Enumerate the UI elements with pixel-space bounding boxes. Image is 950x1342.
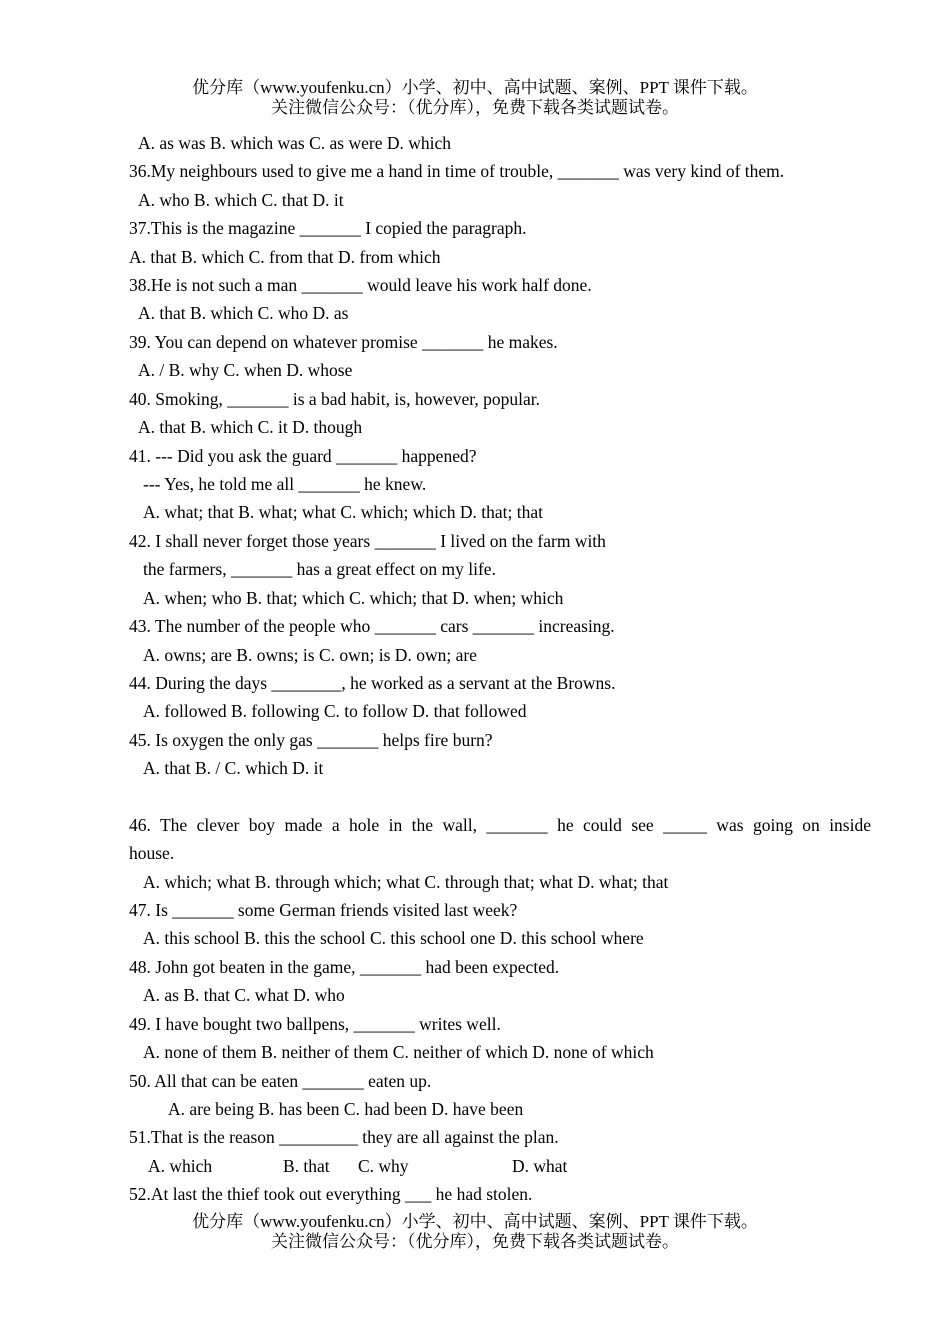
q51-option-c: C. why [358,1156,409,1176]
q45-options: A. that B. / C. which D. it [143,758,324,778]
q47-options: A. this school B. this the school C. this school one D. this school where [143,928,644,948]
q46-stem: 46. The clever boy made a hole in the wall, _______ he could see _____ was going on inside [129,815,871,835]
q51-option-d: D. what [512,1156,568,1176]
q49-options: A. none of them B. neither of them C. neither of which D. none of which [143,1042,654,1062]
page-footer-line-2: 关注微信公众号：（优分库），免费下载各类试题试卷。 [271,1232,679,1251]
page-footer-line-1: 优分库（www.youfenku.cn）小学、初中、高中试题、案例、PPT 课件下载。 [192,1212,758,1231]
q44-stem: 44. During the days ________, he worked as a servant at the Browns. [129,673,616,693]
q39-stem: 39. You can depend on whatever promise _______ he makes. [129,332,558,352]
q40-options: A. that B. which C. it D. though [138,417,363,437]
q36-options: A. who B. which C. that D. it [138,190,344,210]
page-header-line-2: 关注微信公众号：（优分库），免费下载各类试题试卷。 [271,98,679,117]
q42-stem: 42. I shall never forget those years _______ I lived on the farm with [129,531,606,551]
q43-options: A. owns; are B. owns; is C. own; is D. own; are [143,645,477,665]
q41-stem: 41. --- Did you ask the guard _______ happened? [129,446,477,466]
q45-stem: 45. Is oxygen the only gas _______ helps fire burn? [129,730,493,750]
q46-stem-continued: house. [129,843,175,863]
q48-options: A. as B. that C. what D. who [143,985,345,1005]
q42-options: A. when; who B. that; which C. which; that D. when; which [143,588,564,608]
q51-option-b: B. that [283,1156,330,1176]
q50-options: A. are being B. has been C. had been D. have been [168,1099,524,1119]
q48-stem: 48. John got beaten in the game, _______ had been expected. [129,957,560,977]
q51-stem: 51.That is the reason _________ they are all against the plan. [129,1127,559,1147]
q52-stem: 52.At last the thief took out everything ___ he had stolen. [129,1184,533,1204]
q38-options: A. that B. which C. who D. as [138,303,349,323]
q37-stem: 37.This is the magazine _______ I copied the paragraph. [129,218,527,238]
q51-option-a: A. which [148,1156,213,1176]
q46-options: A. which; what B. through which; what C. through that; what D. what; that [143,872,669,892]
q49-stem: 49. I have bought two ballpens, _______ writes well. [129,1014,501,1034]
q41-options: A. what; that B. what; what C. which; which D. that; that [143,502,544,522]
q39-options: A. / B. why C. when D. whose [138,360,353,380]
q44-options: A. followed B. following C. to follow D. that followed [143,701,527,721]
q35-options: A. as was B. which was C. as were D. which [138,133,451,153]
q38-stem: 38.He is not such a man _______ would leave his work half done. [129,275,592,295]
q42-stem-continued: the farmers, _______ has a great effect on my life. [143,559,496,579]
q43-stem: 43. The number of the people who _______ cars _______ increasing. [129,616,615,636]
page-header-line-1: 优分库（www.youfenku.cn）小学、初中、高中试题、案例、PPT 课件下载。 [192,78,758,97]
q47-stem: 47. Is _______ some German friends visited last week? [129,900,518,920]
q41-stem-continued: --- Yes, he told me all _______ he knew. [143,474,427,494]
q50-stem: 50. All that can be eaten _______ eaten up. [129,1071,432,1091]
q37-options: A. that B. which C. from that D. from which [129,247,441,267]
q36-stem: 36.My neighbours used to give me a hand in time of trouble, _______ was very kind of them. [129,161,785,181]
q40-stem: 40. Smoking, _______ is a bad habit, is, however, popular. [129,389,540,409]
